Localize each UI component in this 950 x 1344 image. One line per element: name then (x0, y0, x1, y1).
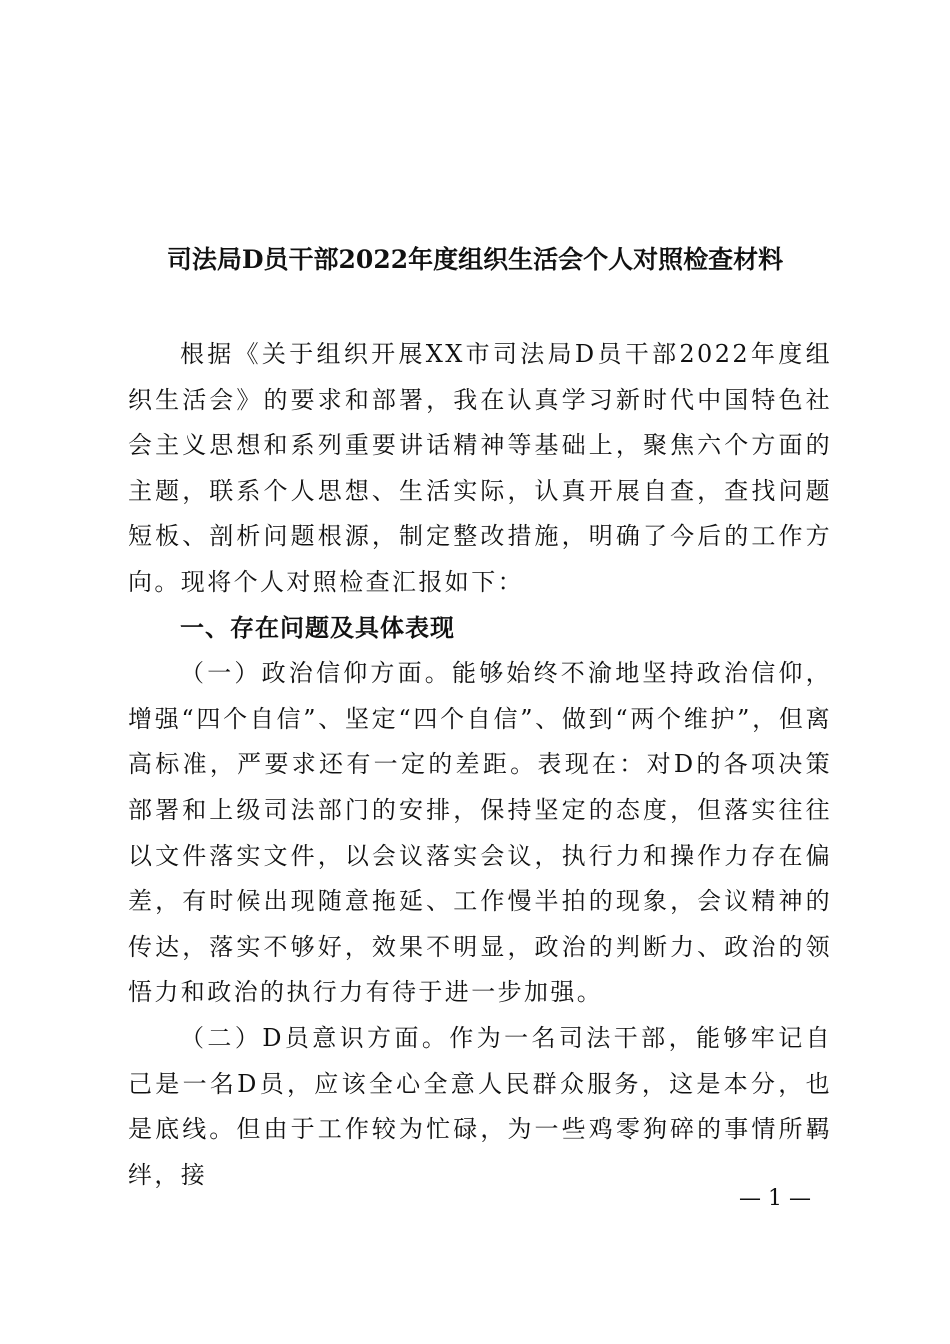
intro-paragraph: 根据《关于组织开展XX市司法局D员干部2022年度组织生活会》的要求和部署，我在认真学习新时代中国特色社会主义思想和系列重要讲话精神等基础上，聚焦六个方面的主题，联系个人思想、生活实际，认真开展自查，查找问题短板、剖析问题根源，制定整改措施，明确了今后的工作方向。现将个人对照检查汇报如下： (128, 340, 832, 596)
party-awareness-paragraph: （二）D员意识方面。作为一名司法干部，能够牢记自己是一名D员，应该全心全意人民群众服务，这是本分，也是底线。但由于工作较为忙碌，为一些鸡零狗碎的事情所羁绊，接 (128, 1023, 832, 1189)
page-number: — 1 — (739, 1186, 811, 1211)
section-heading: 一、存在问题及具体表现 (180, 613, 455, 642)
document-body (128, 332, 832, 1198)
document-title: 司法局D员干部2022年度组织生活会个人对照检查材料 (166, 245, 784, 274)
political-belief-paragraph: （一）政治信仰方面。能够始终不渝地坚持政治信仰，增强“四个自信”、坚定“四个自信”、做到“两个维护”，但离高标准，严要求还有一定的差距。表现在：对D的各项决策部署和上级司法部门的安排，保持坚定的态度，但落实往往以文件落实文件，以会议落实会议，执行力和操作力存在偏差，有时候出现随意拖延、工作慢半拍的现象，会议精神的传达，落实不够好，效果不明显，政治的判断力、政治的领悟力和政治的执行力有待于进一步加强。 (128, 659, 832, 1007)
